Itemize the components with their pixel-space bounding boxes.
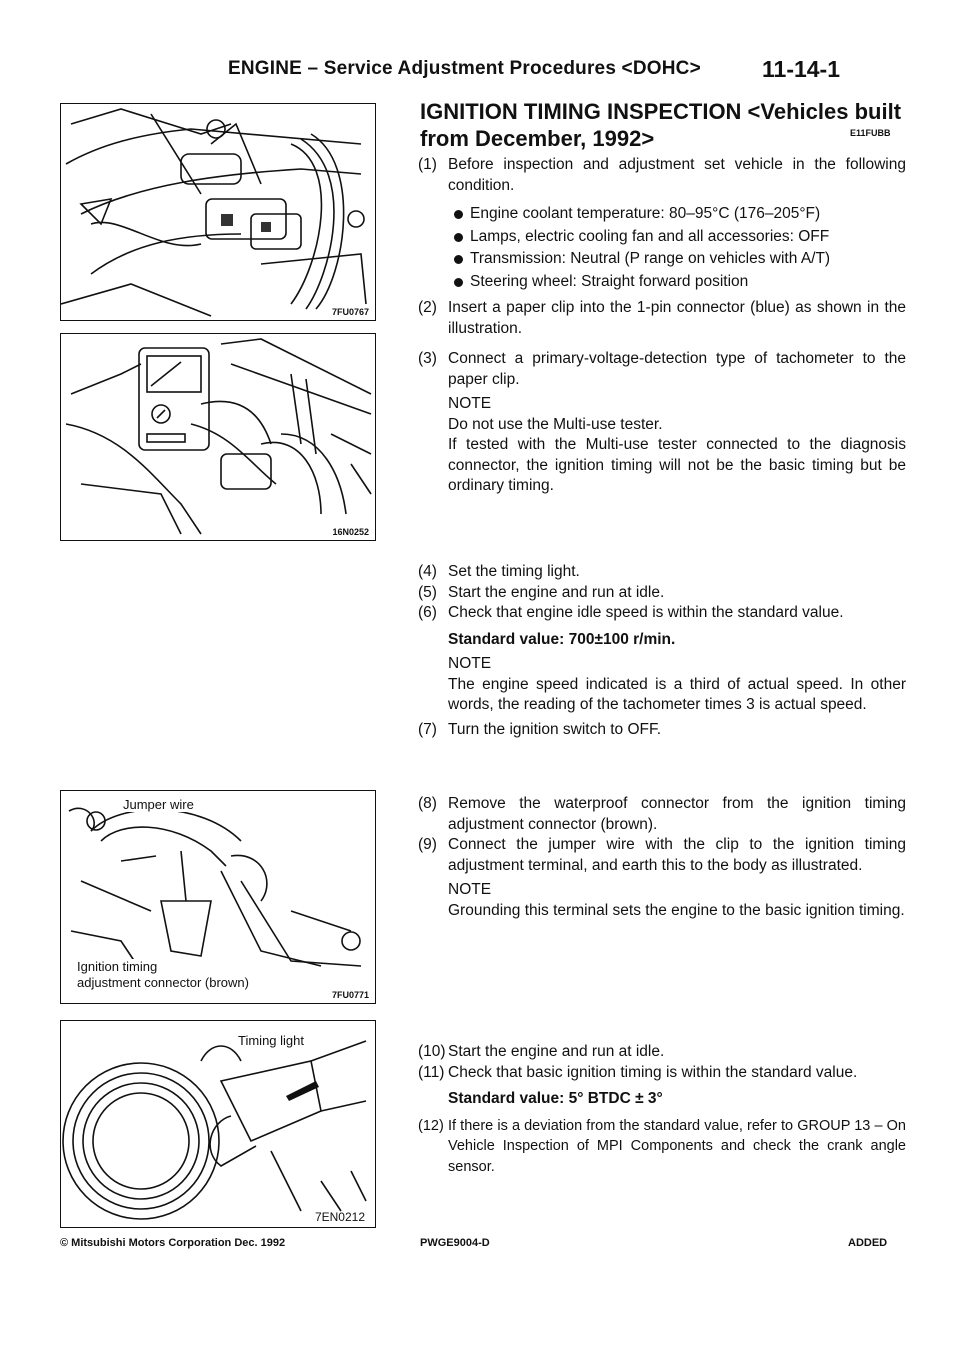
label-timing-light: Timing light bbox=[238, 1033, 304, 1048]
footer-code: PWGE9004-D bbox=[420, 1237, 490, 1249]
note-text: Grounding this terminal sets the engine to the basic ignition timing. bbox=[448, 901, 905, 919]
note-title: NOTE bbox=[448, 655, 492, 672]
header-title: ENGINE – Service Adjustment Procedures <DOHC> bbox=[228, 58, 701, 79]
label-ignition-timing: Ignition timing bbox=[77, 959, 158, 974]
step-12: (12) If there is a deviation from the standard value, refer to GROUP 13 – On Vehicle Inspection of MPI Components and check the crank angle sensor. bbox=[418, 1117, 906, 1175]
label-adjustment-connector: adjustment connector (brown) bbox=[77, 975, 249, 990]
figure-id: 7EN0212 bbox=[314, 1210, 365, 1224]
figure-jumper-wire bbox=[60, 790, 376, 1004]
label-jumper-wire: Jumper wire bbox=[123, 797, 194, 812]
steps-block-4 bbox=[418, 1042, 906, 1177]
timing-light-illustration bbox=[61, 1021, 375, 1227]
step-9: (9) Connect the jumper wire with the clip to the ignition timing adjustment terminal, and earth this to the body as illustrated. bbox=[418, 836, 906, 874]
engine-connector-illustration bbox=[61, 104, 375, 320]
standard-value: Standard value: 5° BTDC ± 3° bbox=[448, 1090, 663, 1107]
step-2: (2) Insert a paper clip into the 1-pin connector (blue) as shown in the illustration. bbox=[418, 299, 906, 337]
step-1: (1) Before inspection and adjustment set vehicle in the following condition. bbox=[418, 156, 906, 194]
note-title: NOTE bbox=[448, 395, 492, 412]
footer-status: ADDED bbox=[848, 1237, 888, 1249]
figure-tachometer bbox=[60, 333, 376, 541]
step-4: (4) Set the timing light. bbox=[418, 563, 580, 580]
note-text: The engine speed indicated is a third of actual speed. In other words, the reading of the tachometer times 3 is actual speed. bbox=[448, 675, 906, 713]
note-text: Do not use the Multi-use tester. bbox=[448, 415, 663, 433]
steps-block-1 bbox=[418, 155, 906, 497]
tachometer-illustration bbox=[61, 334, 375, 540]
figure-engine-connector bbox=[60, 103, 376, 321]
step-6: (6) Check that engine idle speed is within the standard value. bbox=[418, 604, 844, 621]
section-code: E11FUBB bbox=[850, 128, 891, 138]
section-title: IGNITION TIMING INSPECTION <Vehicles built from December, 1992> bbox=[420, 99, 902, 151]
steps-block-3 bbox=[418, 794, 906, 921]
condition-item: Steering wheel: Straight forward position bbox=[418, 272, 906, 293]
figure-id: 7FU0767 bbox=[331, 307, 369, 317]
step-10: (10) Start the engine and run at idle. bbox=[418, 1043, 665, 1060]
condition-item: Transmission: Neutral (P range on vehicles with A/T) bbox=[418, 249, 906, 270]
page-number: 11-14-1 bbox=[762, 56, 841, 82]
figure-id: 16N0252 bbox=[332, 527, 369, 537]
step-7: (7) Turn the ignition switch to OFF. bbox=[418, 720, 662, 738]
step-8: (8) Remove the waterproof connector from the ignition timing adjustment connector (brown). bbox=[418, 795, 906, 833]
note-text: If tested with the Multi-use tester connected to the diagnosis connector, the ignition timing will not be the basic timing but be ordinary timing. bbox=[448, 436, 906, 494]
standard-value: Standard value: 700±100 r/min. bbox=[448, 630, 676, 648]
step-3: (3) Connect a primary-voltage-detection type of tachometer to the paper clip. bbox=[418, 350, 906, 388]
step-5: (5) Start the engine and run at idle. bbox=[418, 583, 665, 601]
condition-item: Lamps, electric cooling fan and all accessories: OFF bbox=[418, 227, 906, 248]
figure-timing-light bbox=[60, 1020, 376, 1228]
figure-id: 7FU0771 bbox=[331, 990, 369, 1000]
note-title: NOTE bbox=[448, 881, 492, 898]
footer-copyright: © Mitsubishi Motors Corporation Dec. 1992 bbox=[60, 1237, 286, 1249]
steps-block-2 bbox=[418, 562, 906, 740]
condition-item: Engine coolant temperature: 80–95°C (176–205°F) bbox=[418, 204, 906, 225]
step-11: (11) Check that basic ignition timing is within the standard value. bbox=[418, 1063, 858, 1081]
